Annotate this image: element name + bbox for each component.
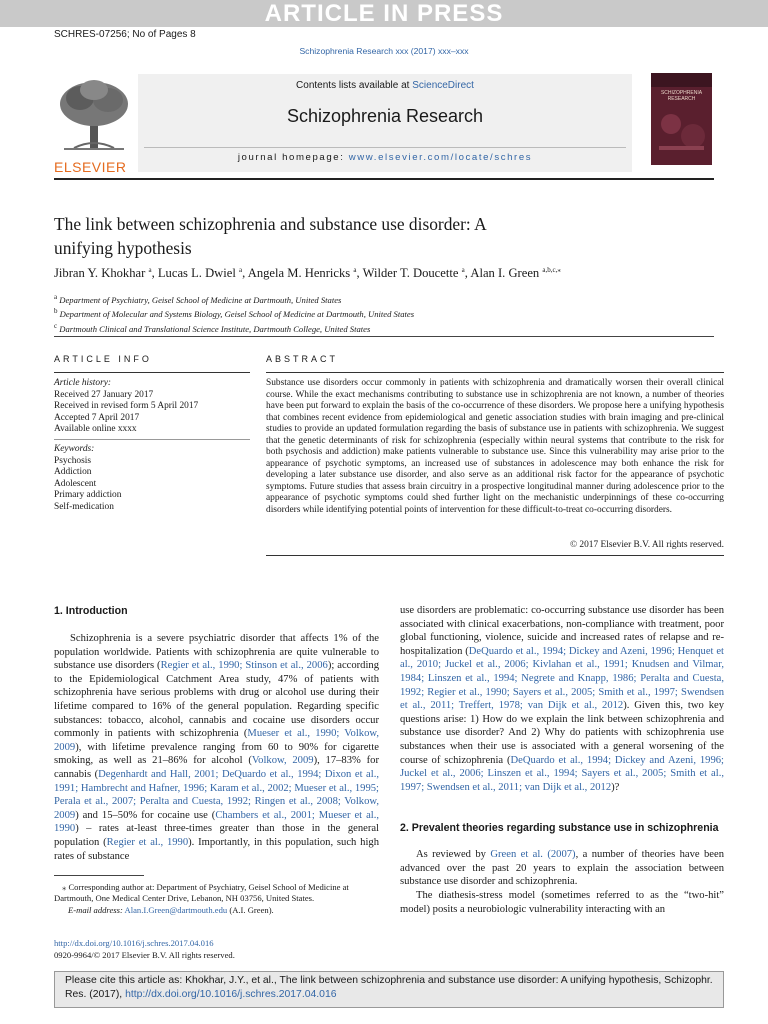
cover-title: SCHIZOPHRENIA RESEARCH <box>660 90 703 102</box>
citation-link[interactable]: DeQuardo et al., 1994; Dickey and Azeni, 1996; Henquet et al., 2010; Juckel et al., 2006; Kivlahan et al., 1991; Knudsen and Vilmar, 1984; Linszen et al., 1994; Negrete and Knapp, 1986; Peralta and Cuesta, 1992; Regier et al., 1990; Sayers et al., 2005; Smith et al., 1997; Swendsen et al., 2011; Treffert, 1978; van Dijk et al., 2012 <box>400 645 724 712</box>
contents-line: Contents lists available at ScienceDirect <box>296 80 474 91</box>
corresponding-author-footnote: ⁎ Corresponding author at: Department of Psychiatry, Geisel School of Medicine at Dartmouth, One Medical Center Drive, Lebanon, NH 03756, United States. E-mail address: Alan.I.Green@dartmouth.edu (A.I. Green). <box>54 882 349 915</box>
article-history: Article history: Received 27 January 2017 Received in revised form 5 April 2017 Accepted 7 April 2017 Available online xxxx <box>54 378 199 434</box>
author-list: Jibran Y. Khokhar $^a$, Lucas L. Dwiel $^a$, Angela M. Henricks $^a$, Wilder T. Doucette $^a$, Alan I. Green $^{a,b,c,⁎}$ <box>54 266 561 281</box>
keyword: Adolescent <box>54 478 97 489</box>
citation-link[interactable]: Volkow, 2009 <box>251 755 314 767</box>
citation-link[interactable]: Chambers et al., 2001; Mueser et al., 1990 <box>54 809 379 835</box>
doi-block <box>54 938 235 961</box>
section-2-paragraph: As reviewed by Green et al. (2007), a number of theories have been advanced over the past 20 years to explain the association between substance use disorder and schizophrenia. <box>400 849 724 888</box>
keyword: Primary addiction <box>54 490 122 500</box>
abstract-copyright: © 2017 Elsevier B.V. All rights reserved. <box>569 540 724 550</box>
citation-link[interactable]: Green et al. (2007) <box>490 849 576 860</box>
citation-doi-link[interactable]: http://dx.doi.org/10.1016/j.schres.2017.04.016 <box>125 989 337 1000</box>
journal-title: Schizophrenia Research <box>286 106 484 126</box>
affiliation-rule <box>54 336 714 337</box>
citation-link[interactable]: Mueser et al., 1990; Volkow, 2009 <box>54 728 379 753</box>
section-2-heading: 2. Prevalent theories regarding substance use in schizophrenia <box>400 822 719 834</box>
footnote-rule <box>54 875 144 876</box>
citation-link[interactable]: Regier et al., 1990; Stinson et al., 2006 <box>160 660 328 672</box>
abstract-heading: ABSTRACT <box>266 354 339 364</box>
keywords: Keywords: Psychosis Addiction Adolescent Primary addiction Self-medication <box>54 444 250 513</box>
abstract-rule <box>266 372 724 373</box>
affiliation: $^b$ Department of Molecular and Systems Biology, Geisel School of Medicine at Dartmouth, United States <box>54 307 415 320</box>
author[interactable]: Wilder T. Doucette $^a$ <box>362 266 465 281</box>
abstract-text: Substance use disorders occur commonly in patients with schizophrenia and dramatically worsen their overall clinical course. While the exact mechanisms contributing to substance use in schizophrenia are not known, a number of theories have been put forward to explain the basis of the co-occurrence of these disorders. We propose here a unifying hypothesis that combines recent evidence from epidemiological and genetic association studies with brain imaging and pre-clinical studies to provide an updated formulation regarding the basis of substance use in patients with schizophrenia. We suggest that the genetic determinants of risk for schizophrenia (especially within neural systems that contribute to the risk for both psychosis and addiction) make patients vulnerable to substance use. Since this vulnerability may arise prior to the appearance of psychotic symptoms, an increased use of substances in adolescence may both enhance the risk for developing a later substance use disorder, and also serve as an additional risk factor for the appearance of psychotic symptoms. Future studies that assess brain circuitry in a prospective longitudinal manner during adolescence prior to the appearance of psychotic symptoms could shed further light on the mechanistic underpinnings of these co-occurring disorders while identifying potential points of intervention for these difficult-to-treat co-occurring disorders. <box>266 378 724 515</box>
email-link[interactable]: Alan.I.Green@dartmouth.edu <box>124 904 228 915</box>
abstract-bottom-rule <box>266 555 724 556</box>
article-info-rule <box>54 372 250 373</box>
affiliation: $^a$ Department of Psychiatry, Geisel School of Medicine at Dartmouth, United States <box>54 293 342 305</box>
cover-artwork-icon <box>651 102 712 162</box>
history-rule <box>54 439 250 440</box>
affiliations <box>54 292 414 335</box>
document-id: SCHRES-07256; No of Pages 8 <box>54 29 196 40</box>
article-info-heading: ARTICLE INFO <box>54 354 152 364</box>
keyword: Psychosis <box>54 455 91 466</box>
sciencedirect-link[interactable]: ScienceDirect <box>412 80 474 91</box>
elsevier-tree-icon <box>54 78 134 156</box>
keyword: Addiction <box>54 467 92 477</box>
section-1-heading: 1. Introduction <box>54 605 128 617</box>
journal-cover-thumbnail[interactable] <box>651 73 712 165</box>
article-title: The link between schizophrenia and substance use disorder: A unifying hypothesis <box>54 214 487 258</box>
header-divider <box>144 147 626 148</box>
issn-line: 0920-9964/© 2017 Elsevier B.V. All rights reserved. <box>54 949 235 960</box>
elsevier-logo[interactable] <box>54 78 134 175</box>
citation-link[interactable]: Regier et al., 1990 <box>106 836 189 848</box>
publisher-name: ELSEVIER <box>54 159 127 175</box>
citation-box: Please cite this article as: Khokhar, J.Y., et al., The link between schizophrenia and substance use disorder: A unifying hypothesis, Schizophr. Res. (2017), http://dx.doi.org/10.1016/j.schres.2017.04.016 <box>54 971 724 1008</box>
intro-paragraph-continued: use disorders are problematic: co-occurring substance use disorder has been associated with clinical exacerbations, non-compliance with treatment, poor global functioning, violence, suicide and increased rates of relapse and re-hospitalization (DeQuardo et al., 1994; Dickey and Azeni, 1996; Henquet et al., 2010; Juckel et al., 2006; Kivlahan et al., 1991; Knudsen and Vilmar, 1984; Linszen et al., 1994; Negrete and Knapp, 1986; Peralta and Cuesta, 1992; Regier et al., 1990; Sayers et al., 2005; Smith et al., 1997; Swendsen et al., 2011; Treffert, 1978; van Dijk et al., 2012). Given this, two key questions arise: 1) How do we explain the link between schizophrenia and substance use disorder? And 2) Why do patients with schizophrenia use substances when their use is associated with a general worsening of the course of schizophrenia (DeQuardo et al., 1994; Dickey and Azeni, 1996; Juckel et al., 2006; Linszen et al., 1994; Sayers et al., 2005; Smith et al., 1997; Swendsen et al., 2011; van Dijk et al., 2012)? <box>400 605 724 793</box>
citation-link[interactable]: Degenhardt and Hall, 2001; DeQuardo et al., 1994; Dixon et al., 1991; Hambrecht and Hafner, 1996; Karam et al., 2002; Mueser et al., 1995; Perala et al., 2007; Peralta and Cuesta, 1992; Ringen et al., 2008; Volkow, 2009 <box>54 768 379 821</box>
intro-paragraph: Schizophrenia is a severe psychiatric disorder that affects 1% of the population worldwide. Patients with schizophrenia are quite vulnerable to substance use disorders (Regier et al., 1990; Stinson et al., 2006); according to the Epidemiological Catchment Area study, 47% of patients with schizophrenia have serious problems with drug or alcohol use during their lifetime compared to 16% of the general population. Regarding specific substances: tobacco, alcohol, cannabis and cocaine use disorders occur commonly in patients with schizophrenia (Mueser et al., 1990; Volkow, 2009), with lifetime prevalence ranging from 60 to 90% for cigarette smoking, as well as 21–86% for alcohol (Volkow, 2009), 17–83% for cannabis (Degenhardt and Hall, 2001; DeQuardo et al., 1994; Dixon et al., 1991; Hambrecht and Hafner, 1996; Karam et al., 2002; Mueser et al., 1995; Perala et al., 2007; Peralta and Cuesta, 1992; Ringen et al., 2008; Volkow, 2009) and 15–50% for cocaine use (Chambers et al., 2001; Mueser et al., 1990) – rates at-least three-times greater than those in the general population (Regier et al., 1990). Importantly, in this population, such high rates of substance <box>54 633 379 862</box>
homepage-link[interactable]: www.elsevier.com/locate/schres <box>348 152 533 163</box>
journal-header-box <box>138 74 632 172</box>
citation-link[interactable]: DeQuardo et al., 1994; Dickey and Azeni, 1996; Juckel et al., 2006; Linszen et al., 1994; Sayers et al., 2005; Smith et al., 1997; Swendsen et al., 2011; van Dijk et al., 2012 <box>400 754 724 793</box>
homepage-line: journal homepage: www.elsevier.com/locate/schres <box>237 152 533 163</box>
author[interactable]: Angela M. Henricks $^a$ <box>247 266 357 281</box>
author[interactable]: Jibran Y. Khokhar $^a$ <box>54 266 152 281</box>
section-2-paragraph: The diathesis-stress model (sometimes referred to as the “two-hit” model) posits a neurobiologic vulnerability interacting with an <box>400 890 724 915</box>
doi-link[interactable]: http://dx.doi.org/10.1016/j.schres.2017.04.016 <box>54 938 214 948</box>
cover-top-band <box>651 73 712 87</box>
article-in-press-banner: ARTICLE IN PRESS <box>0 0 768 27</box>
keyword: Self-medication <box>54 501 114 512</box>
author[interactable]: Alan I. Green $^{a,b,c,⁎}$ <box>470 266 561 281</box>
header-rule <box>54 178 714 180</box>
affiliation: $^c$ Dartmouth Clinical and Translational Science Institute, Dartmouth College, United States <box>54 321 371 334</box>
running-citation[interactable]: Schizophrenia Research xxx (2017) xxx–xxx <box>299 46 469 56</box>
author[interactable]: Lucas L. Dwiel $^a$ <box>157 266 243 281</box>
